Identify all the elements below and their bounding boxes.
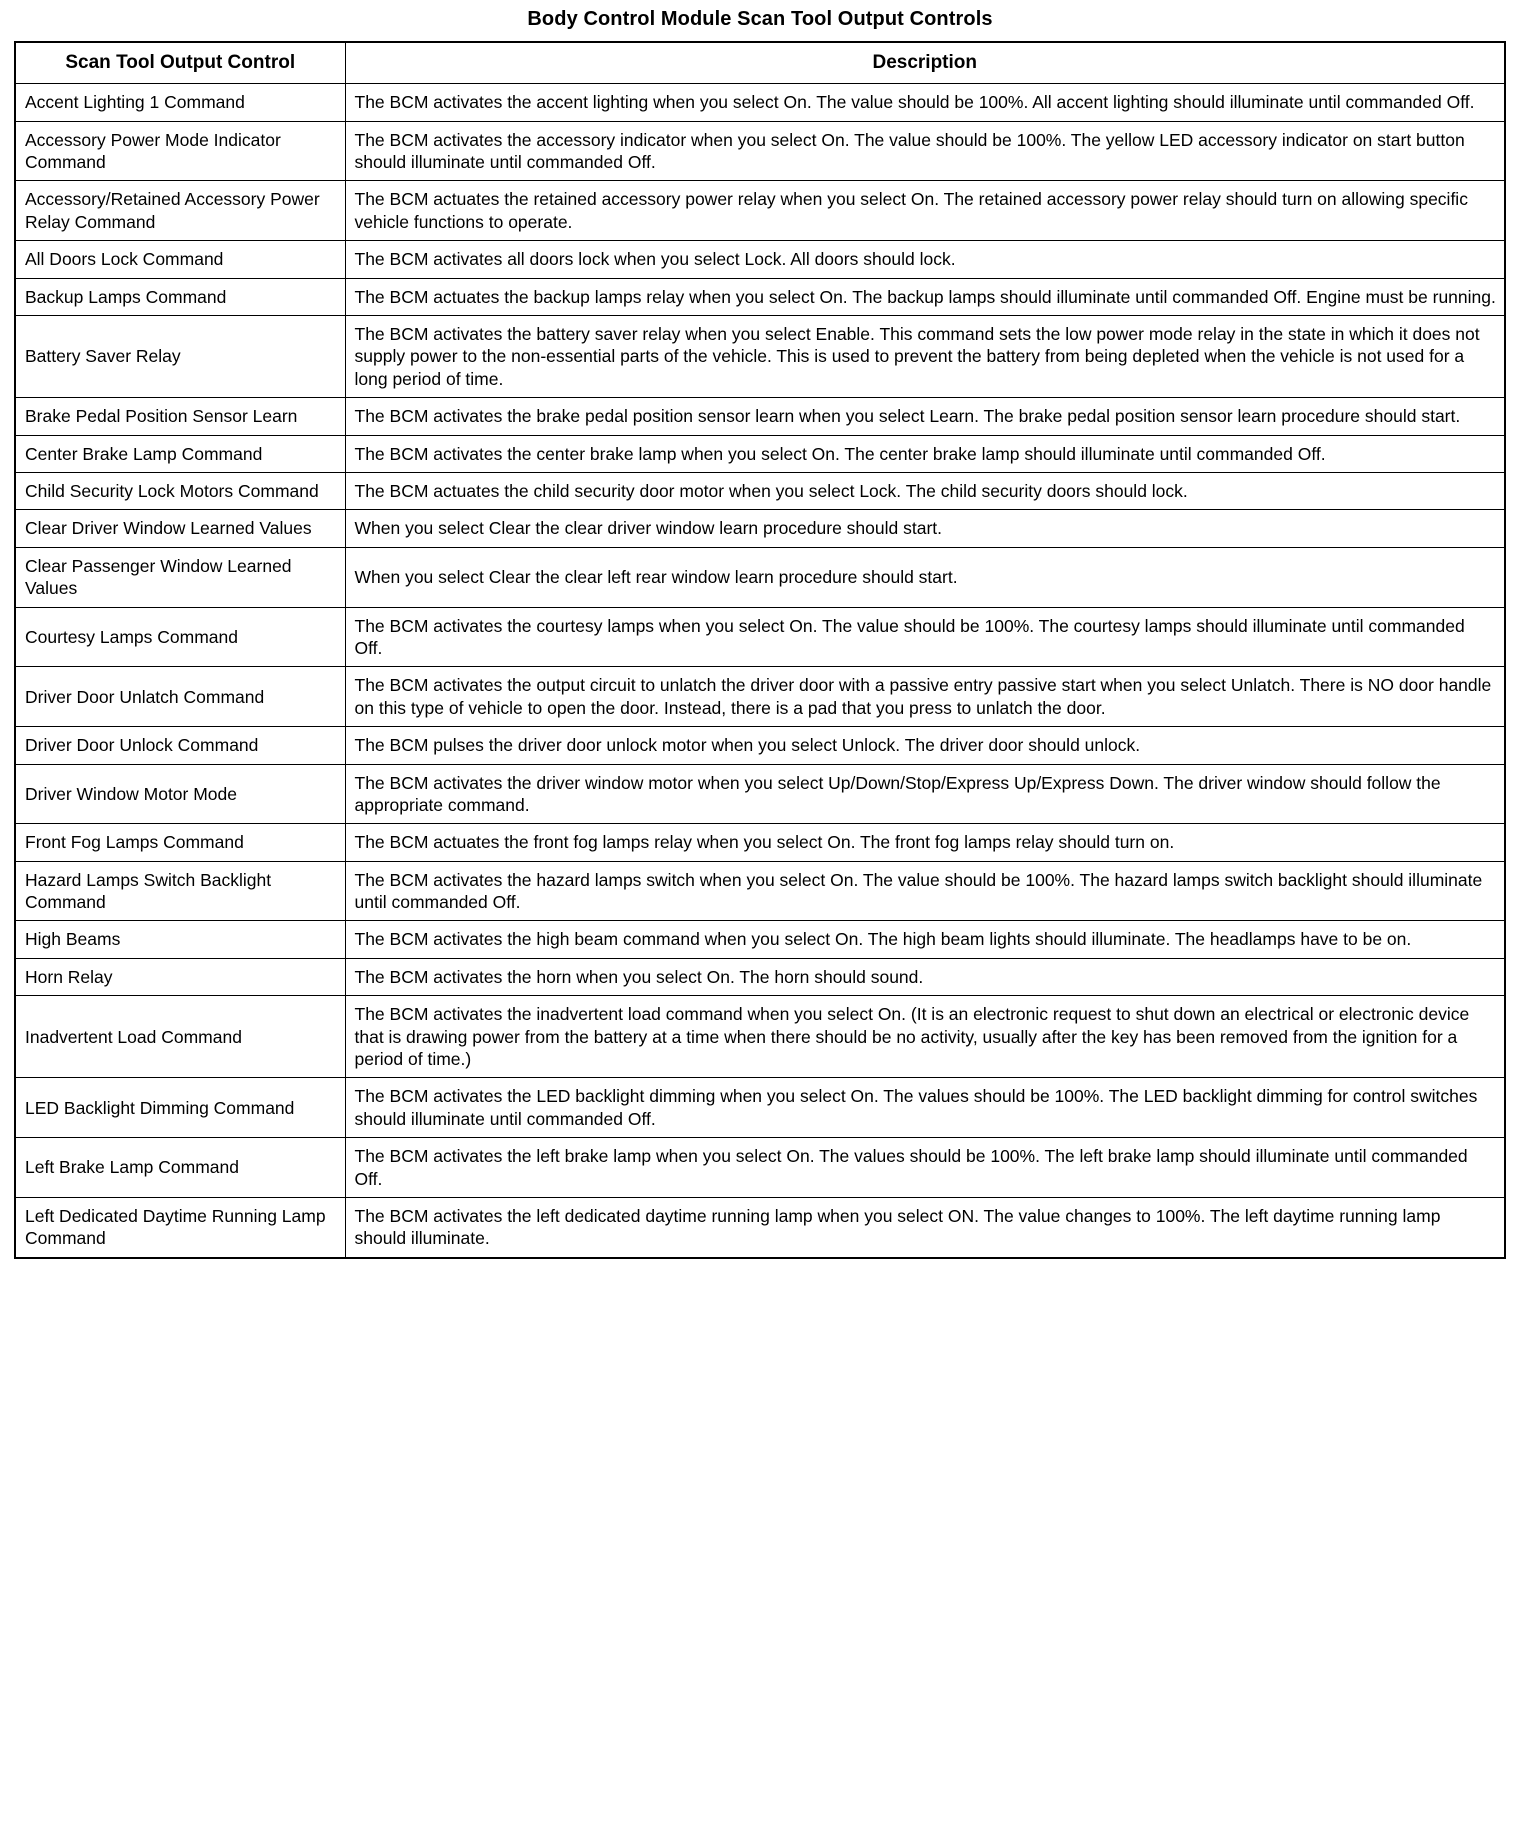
table-row [15, 996, 1505, 1078]
scan-tool-output-controls-table [14, 41, 1506, 1259]
control-description: When you select Clear the clear left rear window learn procedure should start. [345, 547, 1505, 607]
control-description: The BCM activates the accessory indicator when you select On. The value should be 100%. The yellow LED accessory indicator on start button should illuminate until commanded Off. [345, 121, 1505, 181]
control-name: Courtesy Lamps Command [15, 607, 345, 667]
table-row [15, 121, 1505, 181]
control-name: Driver Door Unlock Command [15, 727, 345, 764]
control-name: Accessory/Retained Accessory Power Relay Command [15, 181, 345, 241]
control-description: The BCM activates the left dedicated daytime running lamp when you select ON. The value changes to 100%. The left daytime running lamp should illuminate. [345, 1197, 1505, 1257]
control-name: Backup Lamps Command [15, 278, 345, 315]
column-header-description: Description [345, 42, 1505, 84]
table-row [15, 510, 1505, 547]
control-name: All Doors Lock Command [15, 241, 345, 278]
control-name: Front Fog Lamps Command [15, 824, 345, 861]
control-name: High Beams [15, 921, 345, 958]
control-name: Inadvertent Load Command [15, 996, 345, 1078]
table-row [15, 398, 1505, 435]
control-description: When you select Clear the clear driver window learn procedure should start. [345, 510, 1505, 547]
table-row [15, 921, 1505, 958]
control-name: Brake Pedal Position Sensor Learn [15, 398, 345, 435]
table-row [15, 667, 1505, 727]
control-description: The BCM activates the LED backlight dimming when you select On. The values should be 100%. The LED backlight dimming for control switches should illuminate until commanded Off. [345, 1078, 1505, 1138]
control-description: The BCM activates the brake pedal position sensor learn when you select Learn. The brake pedal position sensor learn procedure should start. [345, 398, 1505, 435]
control-name: Accent Lighting 1 Command [15, 84, 345, 121]
control-name: Child Security Lock Motors Command [15, 473, 345, 510]
control-name: Clear Driver Window Learned Values [15, 510, 345, 547]
table-row [15, 958, 1505, 995]
control-description: The BCM activates the battery saver relay when you select Enable. This command sets the low power mode relay in the state in which it does not supply power to the non-essential parts of the vehicle. This is used to prevent the battery from being depleted when the vehicle is not used for a long period of time. [345, 316, 1505, 398]
control-description: The BCM activates all doors lock when you select Lock. All doors should lock. [345, 241, 1505, 278]
table-row [15, 241, 1505, 278]
control-description: The BCM actuates the retained accessory power relay when you select On. The retained accessory power relay should turn on allowing specific vehicle functions to operate. [345, 181, 1505, 241]
control-name: Horn Relay [15, 958, 345, 995]
control-description: The BCM actuates the backup lamps relay when you select On. The backup lamps should illuminate until commanded Off. Engine must be running. [345, 278, 1505, 315]
control-description: The BCM activates the center brake lamp when you select On. The center brake lamp should illuminate until commanded Off. [345, 435, 1505, 472]
table-row [15, 278, 1505, 315]
control-description: The BCM activates the output circuit to unlatch the driver door with a passive entry passive start when you select Unlatch. There is NO door handle on this type of vehicle to open the door. Instead, there is a pad that you press to unlatch the door. [345, 667, 1505, 727]
control-name: Center Brake Lamp Command [15, 435, 345, 472]
table-row [15, 1197, 1505, 1257]
table-row [15, 1138, 1505, 1198]
control-description: The BCM activates the inadvertent load command when you select On. (It is an electronic request to shut down an electrical or electronic device that is drawing power from the battery at a time when there should be no activity, usually after the key has been removed from the ignition for a period of time.) [345, 996, 1505, 1078]
control-name: Battery Saver Relay [15, 316, 345, 398]
control-description: The BCM activates the driver window motor when you select Up/Down/Stop/Express Up/Express Down. The driver window should follow the appropriate command. [345, 764, 1505, 824]
control-description: The BCM activates the hazard lamps switch when you select On. The value should be 100%. The hazard lamps switch backlight should illuminate until commanded Off. [345, 861, 1505, 921]
control-name: LED Backlight Dimming Command [15, 1078, 345, 1138]
table-row [15, 824, 1505, 861]
table-row [15, 764, 1505, 824]
control-description: The BCM activates the left brake lamp when you select On. The values should be 100%. The left brake lamp should illuminate until commanded Off. [345, 1138, 1505, 1198]
control-name: Left Brake Lamp Command [15, 1138, 345, 1198]
control-description: The BCM activates the horn when you select On. The horn should sound. [345, 958, 1505, 995]
table-row [15, 435, 1505, 472]
table-body [15, 84, 1505, 1258]
control-description: The BCM activates the courtesy lamps when you select On. The value should be 100%. The courtesy lamps should illuminate until commanded Off. [345, 607, 1505, 667]
control-description: The BCM pulses the driver door unlock motor when you select Unlock. The driver door should unlock. [345, 727, 1505, 764]
control-description: The BCM actuates the child security door motor when you select Lock. The child security doors should lock. [345, 473, 1505, 510]
table-row [15, 727, 1505, 764]
table-row [15, 607, 1505, 667]
table-row [15, 861, 1505, 921]
page-title: Body Control Module Scan Tool Output Controls [527, 8, 993, 30]
table-row [15, 473, 1505, 510]
control-name: Hazard Lamps Switch Backlight Command [15, 861, 345, 921]
control-description: The BCM activates the high beam command when you select On. The high beam lights should illuminate. The headlamps have to be on. [345, 921, 1505, 958]
column-header-control: Scan Tool Output Control [15, 42, 345, 84]
table-header-row [15, 42, 1505, 84]
control-name: Clear Passenger Window Learned Values [15, 547, 345, 607]
control-description: The BCM actuates the front fog lamps relay when you select On. The front fog lamps relay should turn on. [345, 824, 1505, 861]
control-name: Left Dedicated Daytime Running Lamp Command [15, 1197, 345, 1257]
table-row [15, 181, 1505, 241]
table-row [15, 316, 1505, 398]
table-row [15, 84, 1505, 121]
control-name: Driver Window Motor Mode [15, 764, 345, 824]
table-row [15, 1078, 1505, 1138]
control-name: Driver Door Unlatch Command [15, 667, 345, 727]
control-name: Accessory Power Mode Indicator Command [15, 121, 345, 181]
table-row [15, 547, 1505, 607]
control-description: The BCM activates the accent lighting when you select On. The value should be 100%. All accent lighting should illuminate until commanded Off. [345, 84, 1505, 121]
